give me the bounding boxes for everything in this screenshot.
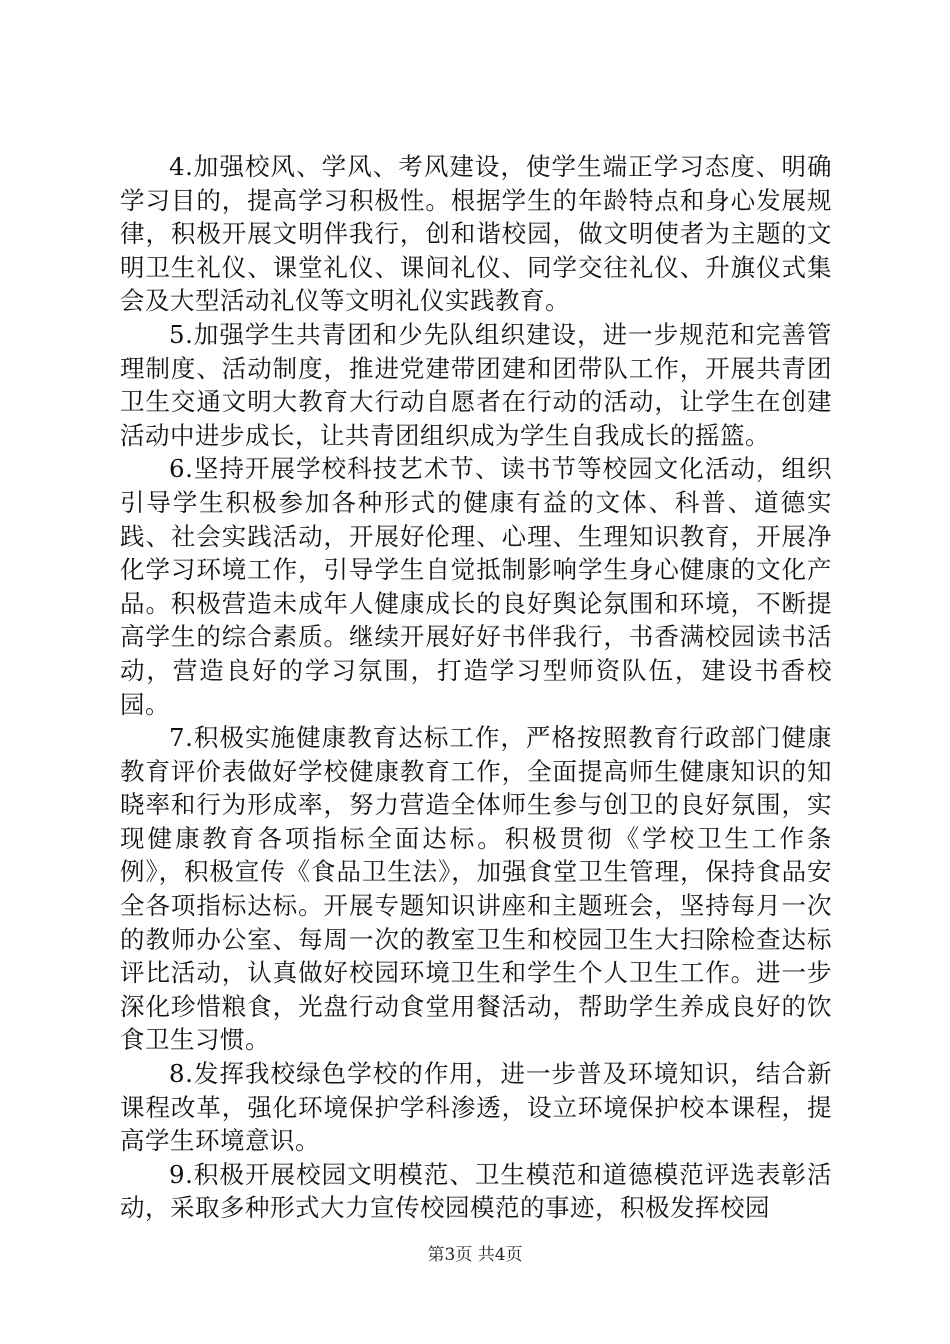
page-footer: 第3页 共4页 bbox=[427, 1245, 523, 1265]
paragraph-5: 5.加强学生共青团和少先队组织建设，进一步规范和完善管理制度、活动制度，推进党建带团建和团带队工作，开展共青团卫生交通文明大教育大行动自愿者在行动的活动，让学生在创建活动中进步成长，让共青团组织成为学生自我成长的摇篮。 bbox=[120, 319, 832, 450]
paragraph-9: 9.积极开展校园文明模范、卫生模范和道德模范评选表彰活动，采取多种形式大力宣传校园模范的事迹，积极发挥校园 bbox=[120, 1159, 832, 1223]
paragraph-8: 8.发挥我校绿色学校的作用，进一步普及环境知识，结合新课程改革，强化环境保护学科渗透，设立环境保护校本课程，提高学生环境意识。 bbox=[120, 1059, 832, 1156]
paragraph-4: 4.加强校风、学风、考风建设，使学生端正学习态度、明确学习目的，提高学习积极性。根据学生的年龄特点和身心发展规律，积极开展文明伴我行，创和谐校园，做文明使者为主题的文明卫生礼仪、课堂礼仪、课间礼仪、同学交往礼仪、升旗仪式集会及大型活动礼仪等文明礼仪实践教育。 bbox=[120, 152, 832, 316]
paragraph-6: 6.坚持开展学校科技艺术节、读书节等校园文化活动，组织引导学生积极参加各种形式的健康有益的文体、科普、道德实践、社会实践活动，开展好伦理、心理、生理知识教育，开展净化学习环境工作，引导学生自觉抵制影响学生身心健康的文化产品。积极营造未成年人健康成长的良好舆论氛围和环境，不断提高学生的综合素质。继续开展好好书伴我行，书香满校园读书活动，营造良好的学习氛围，打造学习型师资队伍，建设书香校园。 bbox=[120, 454, 832, 719]
paragraph-7: 7.积极实施健康教育达标工作，严格按照教育行政部门健康教育评价表做好学校健康教育工作，全面提高师生健康知识的知晓率和行为形成率，努力营造全体师生参与创卫的良好氛围，实现健康教育各项指标全面达标。积极贯彻《学校卫生工作条例》，积极宣传《食品卫生法》，加强食堂卫生管理，保持食品安全各项指标达标。开展专题知识讲座和主题班会，坚持每月一次的教师办公室、每周一次的教室卫生和校园卫生大扫除检查达标评比活动，认真做好校园环境卫生和学生个人卫生工作。进一步深化珍惜粮食，光盘行动食堂用餐活动，帮助学生养成良好的饮食卫生习惯。 bbox=[120, 723, 832, 1055]
document-body bbox=[120, 150, 832, 1225]
